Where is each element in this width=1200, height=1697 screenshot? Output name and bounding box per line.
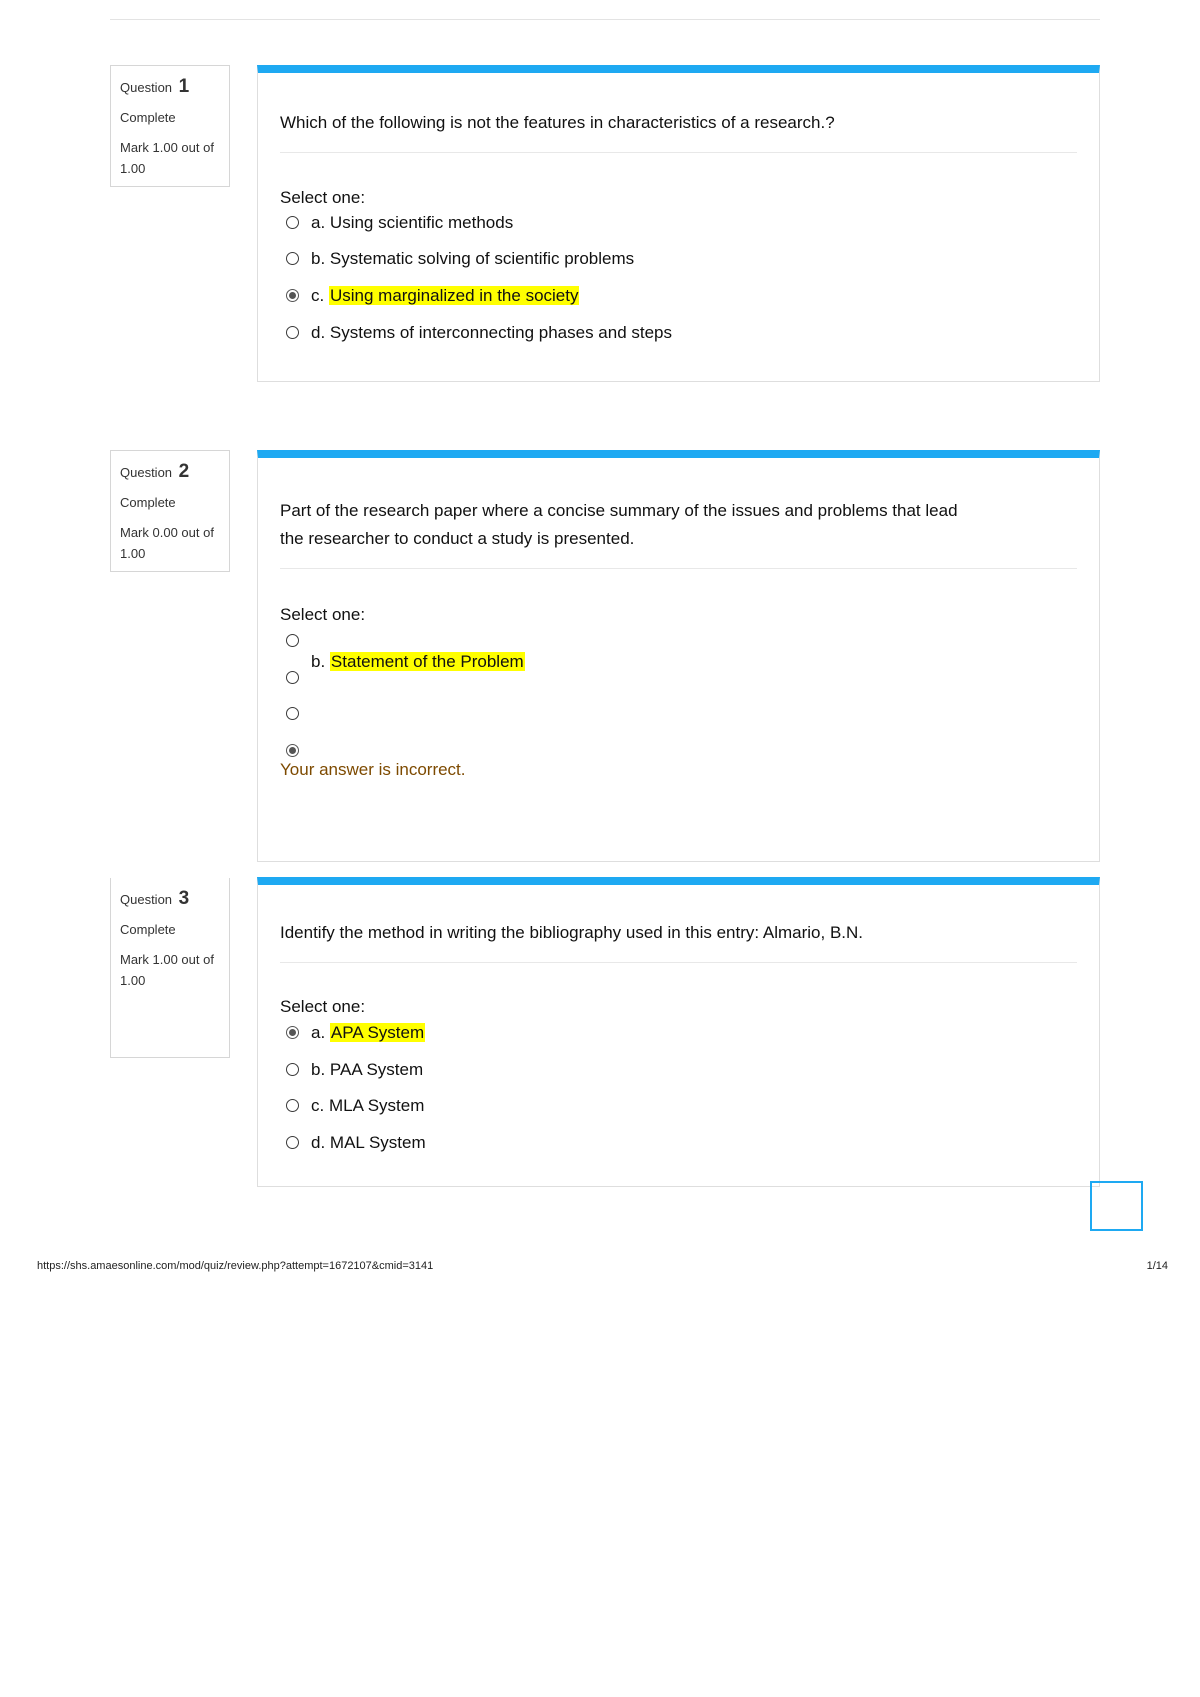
radio-button[interactable] bbox=[286, 216, 299, 229]
question-number-line bbox=[120, 461, 221, 483]
highlighted-answer: APA System bbox=[330, 1023, 425, 1042]
radio-button[interactable] bbox=[286, 1136, 299, 1149]
question-grade: Mark 0.00 out of 1.00 bbox=[120, 525, 214, 561]
answer-option-label: c. Using marginalized in the society bbox=[311, 286, 579, 305]
answer-option-label: a. APA System bbox=[311, 1023, 425, 1042]
question-info-3 bbox=[110, 878, 230, 1058]
question-state: Complete bbox=[120, 922, 176, 937]
question-text: Which of the following is not the features in characteristics of a research.? bbox=[280, 113, 835, 132]
radio-button-selected[interactable] bbox=[286, 289, 299, 302]
highlighted-answer: Statement of the Problem bbox=[330, 652, 524, 671]
answer-option-label: b. PAA System bbox=[311, 1060, 424, 1079]
top-divider bbox=[110, 19, 1100, 20]
flag-question-box[interactable] bbox=[1090, 1181, 1143, 1231]
question-state: Complete bbox=[120, 110, 176, 125]
radio-button[interactable] bbox=[286, 671, 299, 684]
radio-button[interactable] bbox=[286, 634, 299, 647]
radio-button-selected[interactable] bbox=[286, 744, 299, 757]
answer-option-label: a. Using scientific methods bbox=[311, 213, 514, 232]
highlighted-answer: Using marginalized in the society bbox=[329, 286, 579, 305]
question-label: Question bbox=[120, 892, 173, 907]
question-text-divider bbox=[280, 152, 1077, 153]
answer-option-label: c. MLA System bbox=[311, 1096, 425, 1115]
footer-page-number: 1/14 bbox=[1146, 1260, 1168, 1272]
question-text-divider bbox=[280, 962, 1077, 963]
question-state: Complete bbox=[120, 495, 176, 510]
question-number: 1 bbox=[178, 76, 190, 97]
radio-button[interactable] bbox=[286, 1099, 299, 1112]
question-number-line bbox=[120, 888, 221, 910]
select-one-prompt: Select one: bbox=[280, 997, 366, 1016]
question-info-2 bbox=[110, 450, 230, 572]
question-info-1 bbox=[110, 65, 230, 187]
select-one-prompt: Select one: bbox=[280, 188, 366, 207]
answer-option-label: b. Systematic solving of scientific problems bbox=[311, 249, 635, 268]
question-label: Question bbox=[120, 465, 173, 480]
question-number-line bbox=[120, 76, 221, 98]
question-content-1 bbox=[257, 65, 1100, 382]
question-grade: Mark 1.00 out of 1.00 bbox=[120, 952, 214, 988]
radio-button[interactable] bbox=[286, 1063, 299, 1076]
footer-url: https://shs.amaesonline.com/mod/quiz/review.php?attempt=1672107&cmid=3141 bbox=[37, 1260, 434, 1272]
answer-option-label: d. Systems of interconnecting phases and steps bbox=[311, 323, 673, 342]
answer-feedback: Your answer is incorrect. bbox=[280, 760, 466, 779]
question-content-3 bbox=[257, 877, 1100, 1187]
question-text-divider bbox=[280, 568, 1077, 569]
question-text: Identify the method in writing the bibliography used in this entry: Almario, B.N. bbox=[280, 923, 864, 942]
question-number: 3 bbox=[178, 888, 190, 909]
radio-button[interactable] bbox=[286, 252, 299, 265]
select-one-prompt: Select one: bbox=[280, 605, 366, 624]
question-grade: Mark 1.00 out of 1.00 bbox=[120, 140, 214, 176]
answer-option-label: b. Statement of the Problem bbox=[311, 652, 524, 671]
radio-button[interactable] bbox=[286, 707, 299, 720]
question-text: Part of the research paper where a concise summary of the issues and problems that lead the researcher to conduct a study is presented. bbox=[280, 501, 958, 548]
radio-button-selected[interactable] bbox=[286, 1026, 299, 1039]
question-content-2 bbox=[257, 450, 1100, 862]
radio-button[interactable] bbox=[286, 326, 299, 339]
answer-option-label: d. MAL System bbox=[311, 1133, 426, 1152]
question-label: Question bbox=[120, 80, 173, 95]
question-number: 2 bbox=[178, 461, 190, 482]
